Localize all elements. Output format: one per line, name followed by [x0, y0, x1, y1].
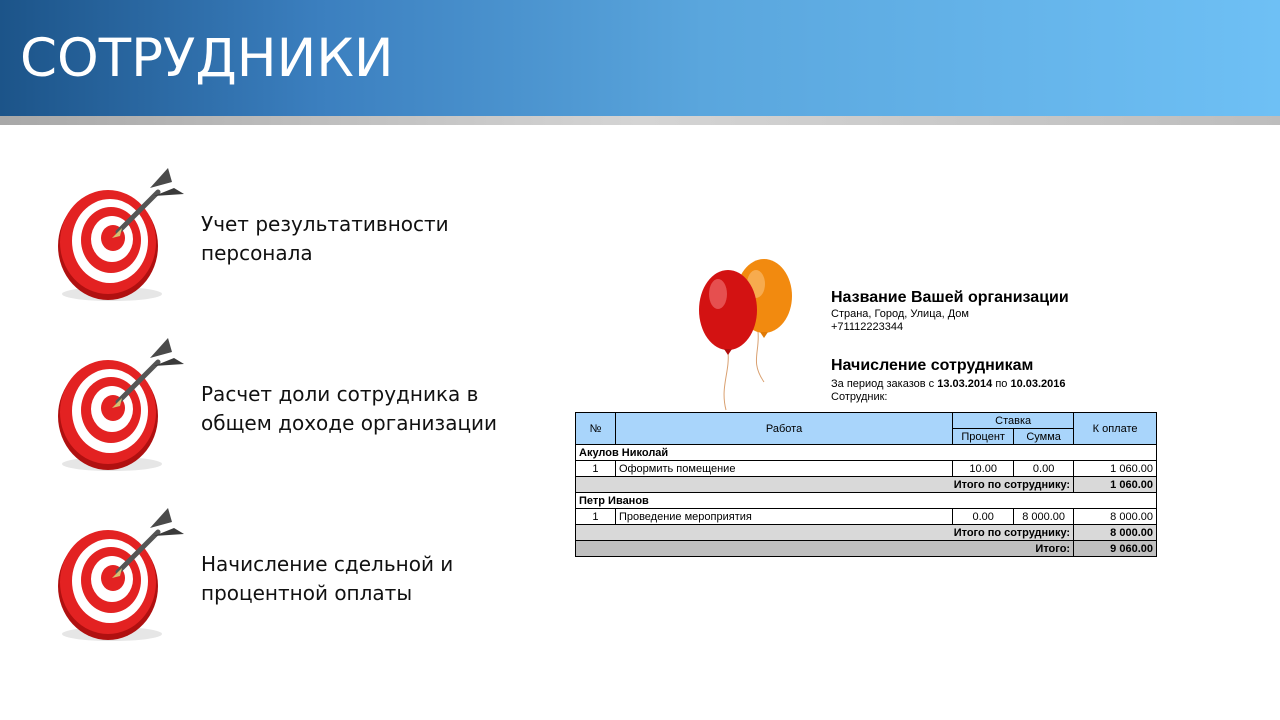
group-row: [576, 493, 1157, 509]
subtotal-value: 1 060.00: [1074, 477, 1157, 493]
cell-no: 1: [576, 509, 616, 525]
feature-line: Начисление сдельной и: [201, 552, 454, 576]
org-phone: +71112223344: [831, 321, 904, 333]
cell-sum: 8 000.00: [1014, 509, 1074, 525]
period-mid: по: [992, 378, 1011, 390]
feature-text: [201, 210, 531, 268]
feature-item: [50, 336, 530, 476]
balloons-icon: [690, 252, 810, 412]
report-period: [831, 378, 1066, 391]
col-work: Работа: [615, 413, 952, 445]
report-title: Начисление сотрудникам: [831, 357, 1034, 374]
subtotal-value: 8 000.00: [1074, 525, 1157, 541]
target-dart-icon: [50, 506, 190, 646]
cell-work: Оформить помещение: [615, 461, 952, 477]
period-from: 13.03.2014: [937, 378, 993, 390]
subtotal-label: Итого по сотруднику:: [576, 477, 1074, 493]
cell-percent: 0.00: [953, 509, 1014, 525]
feature-text: [201, 380, 531, 438]
feature-line: Расчет доли сотрудника в: [201, 382, 479, 406]
org-address: Страна, Город, Улица, Дом: [831, 308, 969, 320]
col-rate: Ставка: [953, 413, 1074, 429]
cell-no: 1: [576, 461, 616, 477]
cell-to-pay: 1 060.00: [1074, 461, 1157, 477]
col-to-pay: К оплате: [1074, 413, 1157, 445]
col-percent: Процент: [953, 429, 1014, 445]
payroll-table: [575, 412, 1157, 557]
subtotal-row: [576, 477, 1157, 493]
table-row: [576, 509, 1157, 525]
feature-line: общем доходе организации: [201, 411, 498, 435]
target-dart-icon: [50, 166, 190, 306]
feature-line: персонала: [201, 241, 313, 265]
org-name: Название Вашей организации: [831, 289, 1069, 306]
group-employee: Акулов Николай: [576, 445, 1157, 461]
subtotal-label: Итого по сотруднику:: [576, 525, 1074, 541]
col-no: №: [576, 413, 616, 445]
cell-work: Проведение мероприятия: [615, 509, 952, 525]
feature-item: [50, 166, 530, 306]
group-employee: Петр Иванов: [576, 493, 1157, 509]
org-block: [831, 288, 1069, 334]
feature-line: процентной оплаты: [201, 581, 413, 605]
col-sum: Сумма: [1014, 429, 1074, 445]
total-row: [576, 541, 1157, 557]
period-prefix: За период заказов с: [831, 378, 938, 390]
period-to: 10.03.2016: [1010, 378, 1066, 390]
cell-sum: 0.00: [1014, 461, 1074, 477]
group-row: [576, 445, 1157, 461]
cell-percent: 10.00: [953, 461, 1014, 477]
target-dart-icon: [50, 336, 190, 476]
feature-item: [50, 506, 530, 646]
table-header-row: [576, 413, 1157, 429]
subtotal-row: [576, 525, 1157, 541]
header-divider: [0, 116, 1280, 125]
employee-label: Сотрудник:: [831, 391, 888, 403]
page-title: СОТРУДНИКИ: [20, 28, 394, 89]
feature-text: [201, 550, 531, 608]
cell-to-pay: 8 000.00: [1074, 509, 1157, 525]
total-value: 9 060.00: [1074, 541, 1157, 557]
table-row: [576, 461, 1157, 477]
feature-line: Учет результативности: [201, 212, 449, 236]
total-label: Итого:: [576, 541, 1074, 557]
